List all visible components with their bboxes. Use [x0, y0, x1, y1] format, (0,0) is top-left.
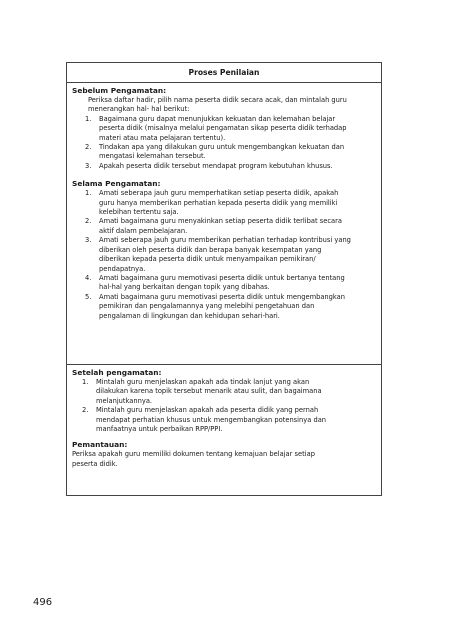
monitoring-line: Periksa apakah guru memiliki dokumen tentang kemajuan belajar setiap [72, 450, 315, 459]
item-line: Bagaimana guru dapat menunjukkan kekuatan dan kelemahan belajar [99, 114, 336, 123]
after-heading: Setelah pengamatan: [72, 368, 162, 377]
list-item [85, 143, 377, 162]
item-text [99, 162, 377, 171]
item-number: 3. [85, 236, 92, 245]
item-line: hal-hal yang berkaitan dengan topik yang dibahas. [99, 283, 270, 292]
item-line: pemikiran dan pengalamannya yang melebihi pengetahuan dan [99, 302, 315, 311]
intro-line: Periksa daftar hadir, pilih nama peserta didik secara acak, dan mintalah guru [88, 96, 347, 104]
item-line: diberikan oleh peserta didik dan berapa banyak kesempatan yang [99, 245, 322, 254]
item-line: kelebihan tertentu saja. [99, 208, 179, 217]
before-list [72, 115, 377, 171]
item-line: pendapatnya. [99, 264, 146, 273]
list-item [82, 406, 377, 434]
item-line: melanjutkannya. [96, 396, 153, 405]
item-text [99, 115, 377, 143]
before-heading: Sebelum Pengamatan: [72, 86, 167, 95]
item-line: Amati bagaimana guru menyakinkan setiap peserta didik terlibat secara [99, 217, 342, 226]
item-line: Amati bagaimana guru memotivasi peserta didik untuk bertanya tentang [99, 273, 345, 282]
item-text [99, 217, 377, 236]
item-line: guru hanya memberikan perhatian kepada peserta didik yang memiliki [99, 198, 338, 207]
item-line: Amati seberapa jauh guru memperhatikan setiap peserta didik, apakah [99, 189, 339, 198]
item-number: 5. [85, 292, 92, 301]
intro-line: menerangkan hal- hal berikut: [88, 105, 190, 114]
item-number: 2. [85, 143, 92, 152]
item-line: Amati seberapa jauh guru memberikan perhatian terhadap kontribusi yang [99, 236, 351, 245]
list-item [85, 189, 377, 217]
item-line: manfaatnya untuk perbaikan RPP/PPI. [96, 425, 223, 434]
item-number: 1. [85, 189, 92, 198]
list-item [85, 115, 377, 143]
item-number: 1. [85, 114, 92, 123]
list-item [85, 217, 377, 236]
item-number: 2. [82, 406, 89, 415]
item-line: Amati bagaimana guru memotivasi peserta didik untuk mengembangkan [99, 292, 346, 301]
item-number: 1. [82, 378, 89, 386]
item-line: Apakah peserta didik tersebut mendapat program kebutuhan khusus. [99, 161, 333, 170]
item-line: Mintalah guru menjelaskan apakah ada peserta didik yang pernah [96, 406, 319, 415]
item-text [99, 293, 377, 321]
item-line: Mintalah guru menjelaskan apakah ada tindak lanjut yang akan [96, 378, 310, 386]
table-title: Proses Penilaian [67, 63, 381, 83]
monitoring-line: peserta didik. [72, 459, 118, 468]
item-text [96, 378, 377, 406]
during-list [72, 189, 377, 321]
list-item [85, 236, 377, 274]
item-number: 2. [85, 217, 92, 226]
item-text [99, 143, 377, 162]
before-intro [72, 96, 377, 115]
assessment-table [66, 62, 382, 496]
item-line: Tindakan apa yang dilakukan guru untuk mengembangkan kekuatan dan [99, 143, 345, 152]
observation-cell [67, 83, 381, 365]
item-number: 4. [85, 273, 92, 282]
after-list [72, 378, 377, 434]
item-text [99, 274, 377, 293]
item-line: pengalaman di lingkungan dan kehidupan sehari-hari. [99, 311, 280, 320]
item-line: mendapat perhatian khusus untuk mengembangkan potensinya dan [96, 415, 327, 424]
item-line: materi atau mata pelajaran tertentu). [99, 133, 226, 142]
item-line: dilakukan karena topik tersebut menarik atau sulit, dan bagaimana [96, 387, 322, 396]
list-item [82, 378, 377, 406]
item-line: aktif dalam pembelajaran. [99, 226, 188, 235]
item-text [99, 236, 377, 274]
followup-cell [67, 365, 381, 495]
page-number: 496 [33, 597, 53, 608]
item-line: diberikan kepada peserta didik untuk menyampaikan pemikiran/ [99, 255, 316, 264]
item-number: 3. [85, 161, 92, 170]
list-item [85, 293, 377, 321]
monitoring-heading: Pemantauan: [72, 440, 128, 450]
during-heading: Selama Pengamatan: [72, 179, 161, 189]
item-line: peserta didik (misalnya melalui pengamatan sikap peserta didik terhadap [99, 124, 347, 133]
item-text [99, 189, 377, 217]
item-line: mengatasi kelemahan tersebut. [99, 152, 206, 161]
list-item [85, 274, 377, 293]
item-text [96, 406, 377, 434]
list-item [85, 162, 377, 171]
